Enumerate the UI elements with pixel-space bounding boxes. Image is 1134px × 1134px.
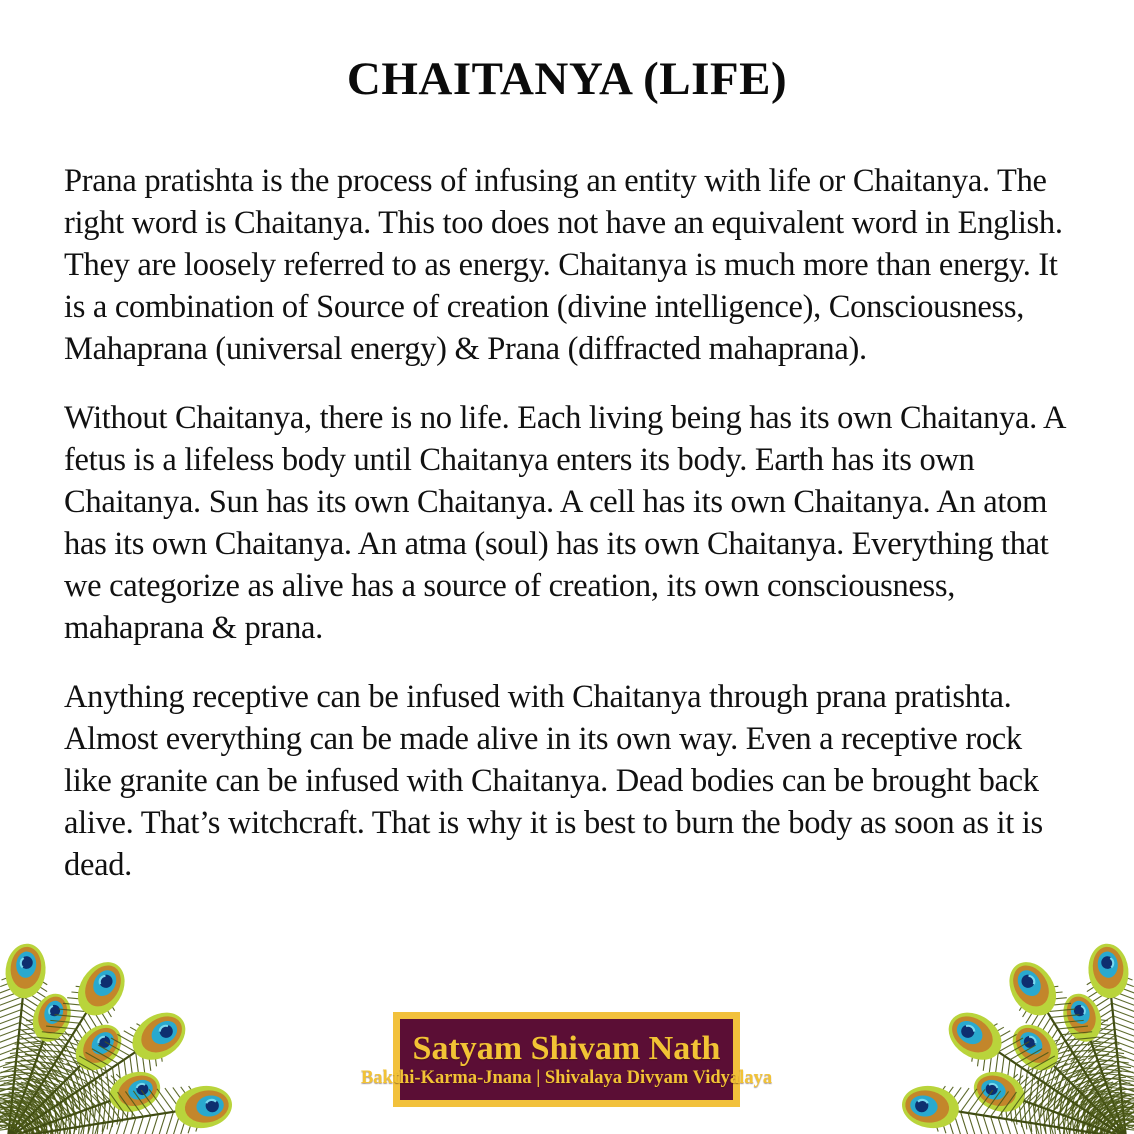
body-text [64, 160, 1076, 913]
paragraph: Anything receptive can be infused with Chaitanya through prana pratishta. Almost everything can be made alive in its own way. Even a receptive rock like granite can be infused with Chaitanya. Dead bodies can be brought back alive. That’s witchcraft. That is why it is best to burn the body as soon as it is dead. [64, 679, 1043, 883]
org-tagline: Bakthi-Karma-Jnana | Shivalaya Divyam Vidyalaya [360, 1067, 773, 1088]
peacock-feathers-icon [0, 934, 245, 1134]
paragraph: Prana pratishta is the process of infusing an entity with life or Chaitanya. The right word is Chaitanya. This too does not have an equivalent word in English. They are loosely referred to as energy. Chaitanya is much more than energy. It is a combination of Source of creation (divine intelligence), Consciousness, Mahaprana (universal energy) & Prana (diffracted mahaprana). [64, 163, 1063, 367]
peacock-feathers-icon [889, 934, 1134, 1134]
footer-banner [360, 1012, 773, 1107]
org-name: Satyam Shivam Nath [412, 1029, 721, 1067]
page-title: CHAITANYA (LIFE) [346, 53, 788, 105]
paragraph: Without Chaitanya, there is no life. Each living being has its own Chaitanya. A fetus is a lifeless body until Chaitanya enters its body. Earth has its own Chaitanya. Sun has its own Chaitanya. A cell has its own Chaitanya. An atom has its own Chaitanya. An atma (soul) has its own Chaitanya. Everything that we categorize as alive has a source of creation, its own consciousness, mahaprana & prana. [64, 400, 1065, 646]
